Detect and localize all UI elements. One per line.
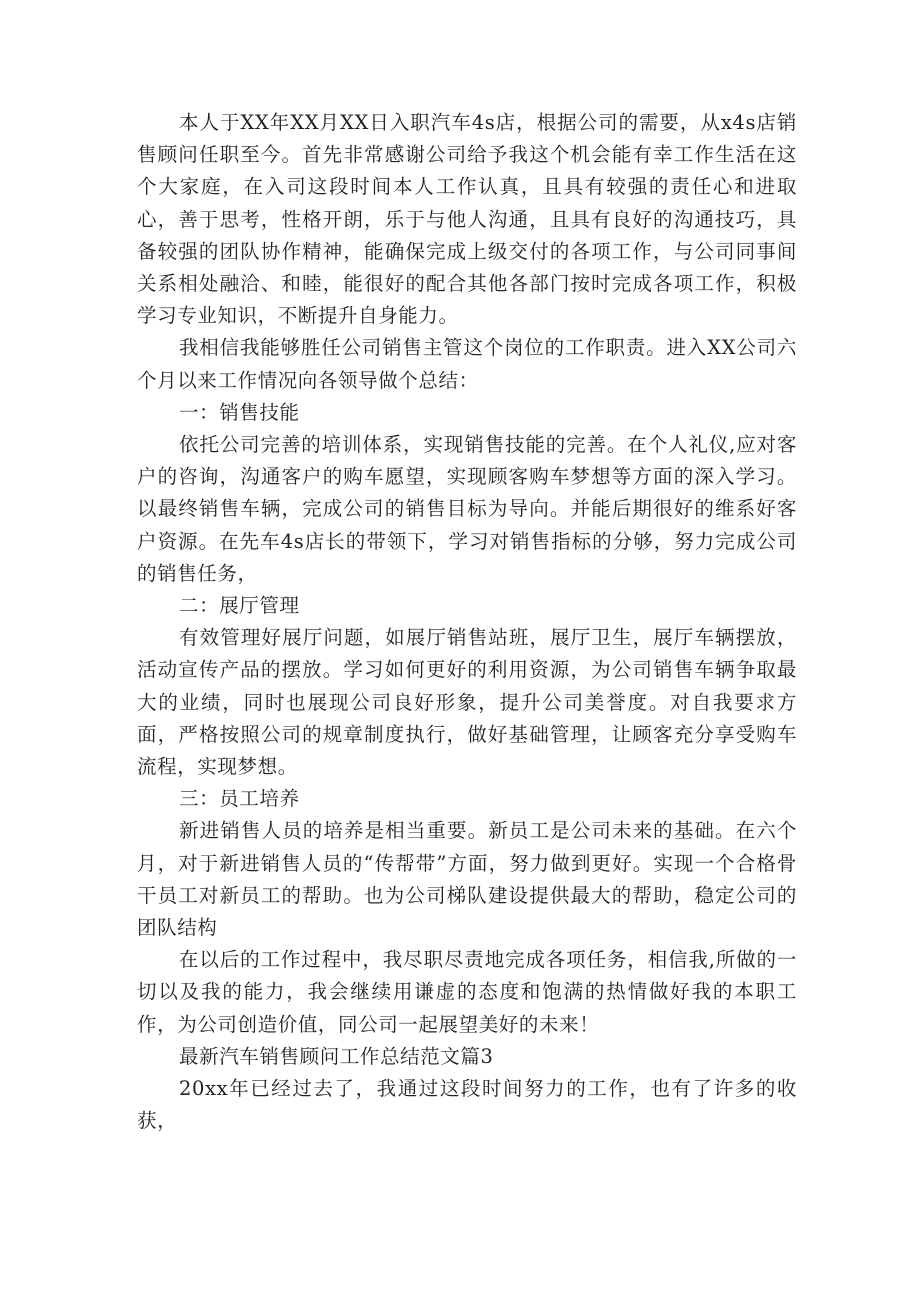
next-article-paragraph: 20xx年已经过去了，我通过这段时间努力的工作，也有了许多的收获，	[137, 1077, 797, 1133]
summary-intro-paragraph: 我相信我能够胜任公司销售主管这个岗位的工作职责。进入XX公司六个月以来工作情况向各领导做个总结：	[137, 336, 797, 392]
sales-skills-paragraph: 依托公司完善的培训体系，实现销售技能的完善。在个人礼仪,应对客户的咨询，沟通客户的购车愿望，实现顾客购车梦想等方面的深入学习。以最终销售车辆，完成公司的销售目标为导向。并能后期很好的维系好客户资源。在先车4s店长的带领下，学习对销售指标的分够，努力完成公司的销售任务，	[137, 433, 797, 585]
document-body	[137, 107, 797, 1138]
staff-training-paragraph: 新进销售人员的培养是相当重要。新员工是公司未来的基础。在六个月，对于新进销售人员的“传帮带”方面，努力做到更好。实现一个合格骨干员工对新员工的帮助。也为公司梯队建设提供最大的帮助，稳定公司的团队结构	[137, 819, 797, 940]
section-heading-staff-training: 三：员工培养	[179, 787, 300, 811]
section-heading-showroom-management: 二：展厅管理	[179, 594, 300, 618]
showroom-management-paragraph: 有效管理好展厅问题，如展厅销售站班，展厅卫生，展厅车辆摆放，活动宣传产品的摆放。学习如何更好的利用资源，为公司销售车辆争取最大的业绩，同时也展现公司良好形象，提升公司美誉度。对自我要求方面，严格按照公司的规章制度执行，做好基础管理，让顾客充分享受购车流程，实现梦想。	[137, 626, 797, 779]
section-heading-sales-skills: 一：销售技能	[179, 400, 300, 424]
intro-paragraph: 本人于XX年XX月XX日入职汽车4s店，根据公司的需要，从x4s店销售顾问任职至今。首先非常感谢公司给予我这个机会能有幸工作生活在这个大家庭，在入司这段时间本人工作认真，且具有较强的责任心和进取心，善于思考，性格开朗，乐于与他人沟通，且具有良好的沟通技巧，具备较强的团队协作精神，能确保完成上级交付的各项工作，与公司同事间关系相处融洽、和睦，能很好的配合其他各部门按时完成各项工作，积极学习专业知识，不断提升自身能力。	[137, 111, 797, 328]
closing-paragraph: 在以后的工作过程中，我尽职尽责地完成各项任务，相信我,所做的一切以及我的能力，我会继续用谦虚的态度和饱满的热情做好我的本职工作，为公司创造价值，同公司一起展望美好的未来！	[137, 948, 797, 1036]
article-subtitle: 最新汽车销售顾问工作总结范文篇3	[179, 1044, 494, 1068]
